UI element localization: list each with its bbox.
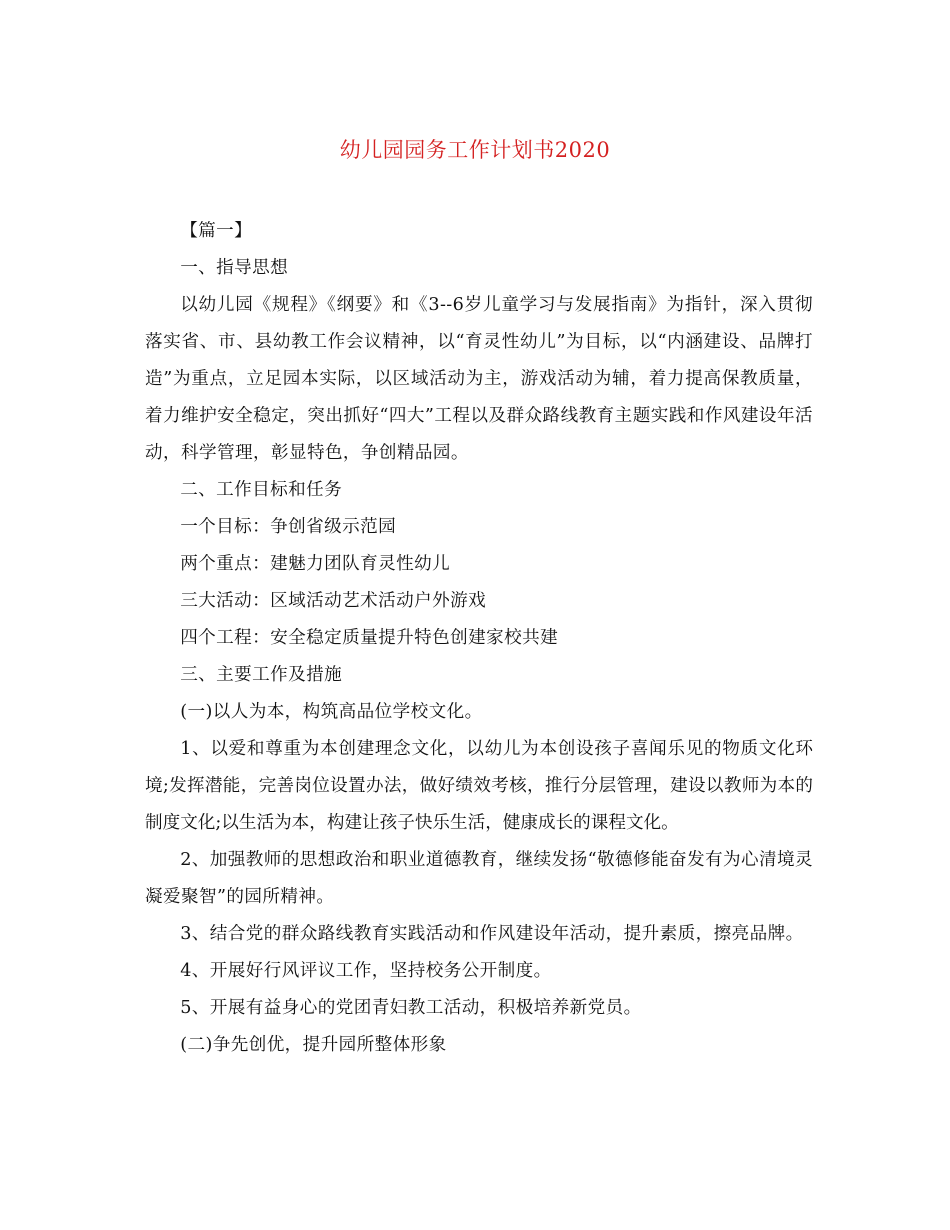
- subheading-strive-excellence: (二)争先创优，提升园所整体形象: [180, 1035, 447, 1055]
- document-title: 幼儿园园务工作计划书2020: [339, 138, 611, 162]
- heading-main-work: 三、主要工作及措施: [180, 665, 343, 685]
- paragraph-measure-3: 3、结合党的群众路线教育实践活动和作风建设年活动，提升素质，擦亮品牌。: [180, 924, 804, 944]
- goal-item-one: 一个目标：争创省级示范园: [180, 517, 397, 537]
- goal-item-two: 两个重点：建魅力团队育灵性幼儿: [180, 554, 451, 574]
- paragraph-measure-2: 2、加强教师的思想政治和职业道德教育，继续发扬“敬德修能奋发有为心清境灵凝爱聚智”的园所精神。: [145, 850, 813, 907]
- document-body: [145, 213, 813, 1064]
- goal-item-four: 四个工程：安全稳定质量提升特色创建家校共建: [180, 628, 559, 648]
- paragraph-measure-5: 5、开展有益身心的党团青妇教工活动，积极培养新党员。: [180, 998, 642, 1018]
- section-label: 【篇一】: [180, 221, 253, 241]
- paragraph-measure-1: 1、以爱和尊重为本创建理念文化，以幼儿为本创设孩子喜闻乐见的物质文化环境;发挥潜能，完善岗位设置办法，做好绩效考核，推行分层管理，建设以教师为本的制度文化;以生活为本，构建让孩子快乐生活，健康成长的课程文化。: [145, 739, 813, 833]
- heading-guiding-ideology: 一、指导思想: [180, 258, 289, 278]
- subheading-people-oriented: (一)以人为本，构筑高品位学校文化。: [180, 702, 483, 722]
- heading-goals-tasks: 二、工作目标和任务: [180, 480, 343, 500]
- paragraph-measure-4: 4、开展好行风评议工作，坚持校务公开制度。: [180, 961, 552, 981]
- goal-item-three: 三大活动：区域活动艺术活动户外游戏: [180, 591, 487, 611]
- paragraph-guiding-ideology: 以幼儿园《规程》《纲要》和《3--6岁儿童学习与发展指南》为指针，深入贯彻落实省、市、县幼教工作会议精神，以“育灵性幼儿”为目标，以“内涵建设、品牌打造”为重点，立足园本实际，以区域活动为主，游戏活动为辅，着力提高保教质量，着力维护安全稳定，突出抓好“四大”工程以及群众路线教育主题实践和作风建设年活动，科学管理，彰显特色，争创精品园。: [145, 295, 813, 463]
